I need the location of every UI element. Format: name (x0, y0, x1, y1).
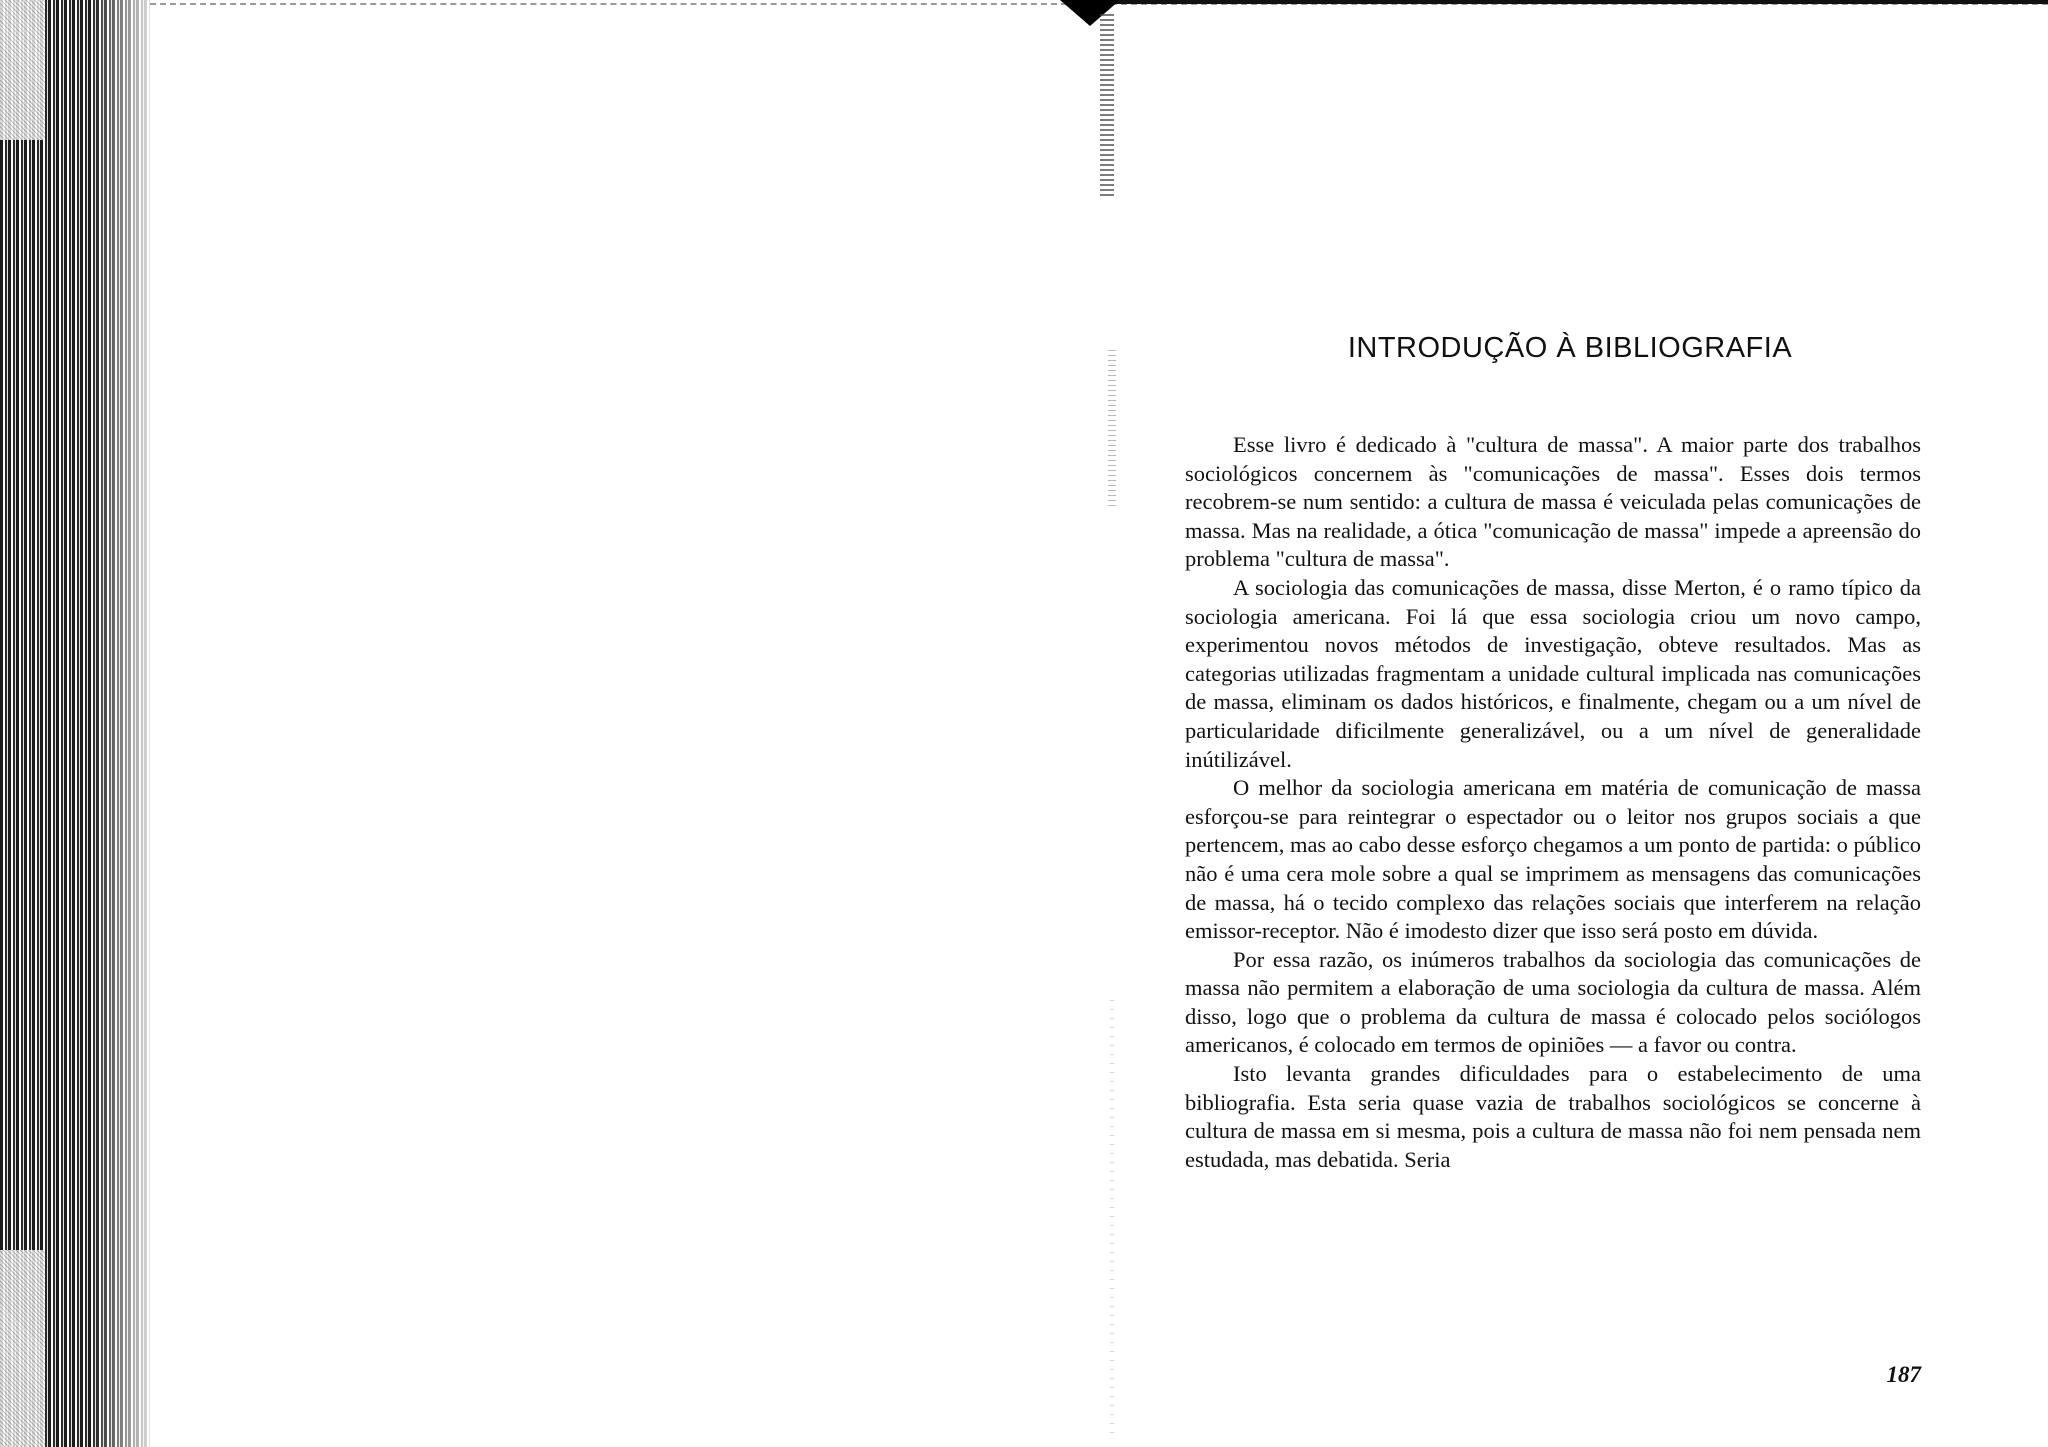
book-edge-speckle-top (0, 0, 45, 140)
paragraph: A sociologia das comunicações de massa, disse Merton, é o ramo típico da sociologia americana. Foi lá que essa sociologia criou um novo campo, experimentou novos métodos de investigação, obteve resultados. Mas as categorias utilizadas fragmentam a unidade cultural implicada nas comunicações de massa, eliminam os dados históricos, e finalmente, chegam ou a um nível de particularidade dificilmente generalizável, ou a um nível de generalidade inútilizável. (1185, 574, 1921, 772)
page-top-shadow (1085, 0, 2048, 8)
gutter-noise-middle (1108, 350, 1116, 510)
gutter-noise-bottom (1110, 1000, 1114, 1440)
chapter-title: INTRODUÇÃO À BIBLIOGRAFIA (1347, 332, 1793, 364)
page-number: 187 (1886, 1362, 1921, 1387)
paragraph: O melhor da sociologia americana em matéria de comunicação de massa esforçou-se para reintegrar o espectador ou o leitor nos grupos sociais a que pertencem, mas ao cabo desse esforço chegamos a um ponto de partida: o público não é uma cera mole sobre a qual se imprimem as mensagens das comunicações de massa, há o tecido complexo das relações sociais que interferem na relação emissor-receptor. Não é imodesto dizer que isso será posto em dúvida. (1185, 775, 1921, 944)
paragraph: Por essa razão, os inúmeros trabalhos da sociologia das comunicações de massa não permitem a elaboração de uma sociologia da cultura de massa. Além disso, logo que o problema da cultura de massa é colocado pelos sociólogos americanos, é colocado em termos de opiniões — a favor ou contra. (1185, 946, 1921, 1058)
paragraph: Isto levanta grandes dificuldades para o estabelecimento de uma bibliografia. Esta seria quase vazia de trabalhos sociológicos se concerne à cultura de massa em si mesma, pois a cultura de massa não foi nem pensada nem estudada, mas debatida. Seria (1185, 1061, 1921, 1172)
gutter-noise-top (1100, 14, 1114, 199)
book-edge-speckle-bottom (0, 1250, 45, 1447)
book-edge-shading (0, 0, 150, 1447)
paragraph: Esse livro é dedicado à "cultura de massa". A maior parte dos trabalhos sociológicos concernem às "comunicações de massa". Esses dois termos recobrem-se num sentido: a cultura de massa é veiculada pelas comunicações de massa. Mas na realidade, a ótica "comunicação de massa" impede a apreensão do problema "cultura de massa". (1185, 432, 1921, 572)
body-text (1185, 431, 1921, 1174)
